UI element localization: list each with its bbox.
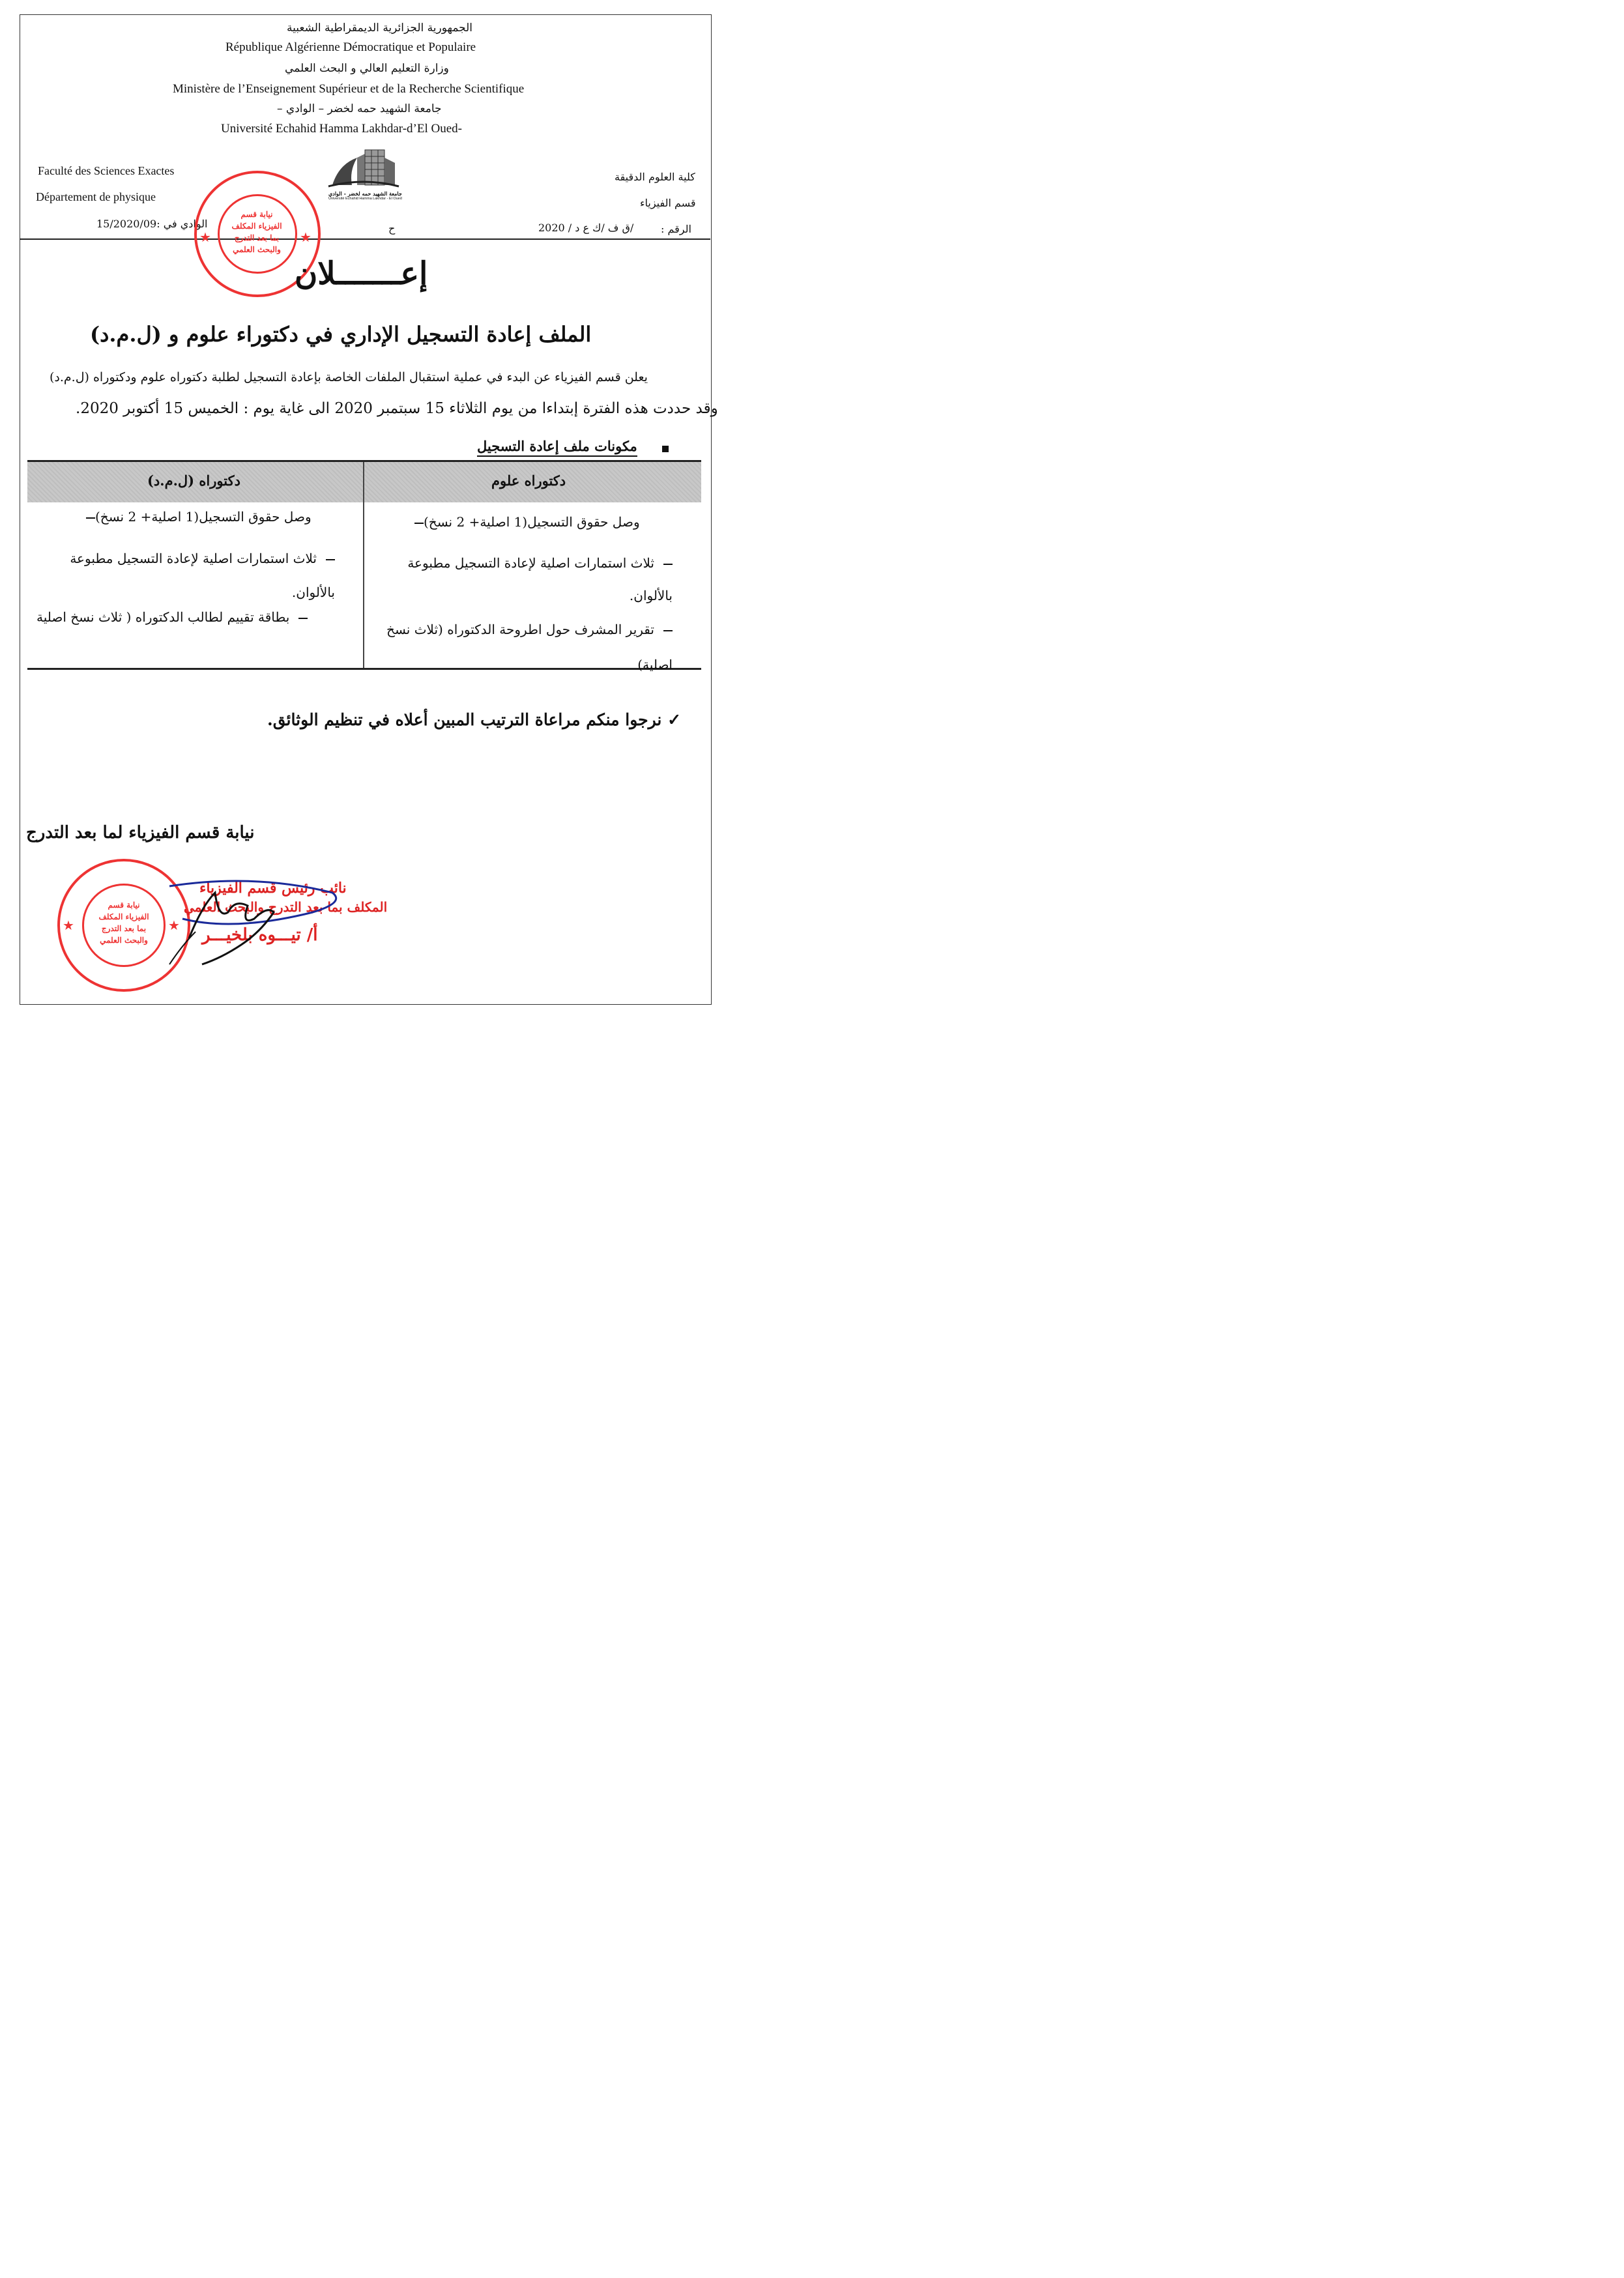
stamp-star-icon: ★ — [199, 229, 211, 245]
left-item-3-text: بطاقة تقييم لطالب الدكتوراه ( ثلاث نسخ اصلية — [36, 609, 290, 625]
signer-title-2: المكلف بما بعد التدرج والبحث العلمي — [184, 899, 388, 915]
stamp-center-4: والبحث العلمي — [100, 936, 148, 945]
left-item-2 — [40, 541, 335, 609]
header-divider — [20, 238, 710, 240]
reference-h: ح — [388, 222, 396, 235]
stamp-center-3: بما بعد التدرج — [101, 924, 147, 933]
department-fr: Département de physique — [36, 190, 156, 203]
announcement-para-1: يعلن قسم الفيزياء عن البدء في عملية استقبال الملفات الخاصة بإعادة التسجيل لطلبة دكتوراه علوم ودكتوراه (ل.م.د) — [50, 370, 648, 384]
left-item-1-text: وصل حقوق التسجيل(1 اصلية+ 2 نسخ) — [95, 509, 312, 525]
dash-icon — [326, 559, 335, 560]
components-heading: مكونات ملف إعادة التسجيل — [477, 438, 637, 457]
dash-icon — [663, 630, 673, 631]
announcement-para-2: وقد حددت هذه الفترة إبتداءا من يوم الثلاثاء 15 سبتمبر 2020 الى غاية يوم : الخميس 15 أكتوبر 2020. — [76, 400, 718, 417]
stamp-center-2: الفيزياء المكلف — [231, 222, 282, 231]
header-fr-republic: République Algérienne Démocratique et Populaire — [225, 40, 476, 54]
handwritten-signature — [143, 867, 358, 977]
faculty-fr: Faculté des Sciences Exactes — [38, 164, 175, 177]
signer-title-1: نائب رئيس قسم الفيزياء — [199, 880, 347, 897]
components-table — [27, 460, 701, 670]
header-fr-university: Université Echahid Hamma Lakhdar-d’El Oued- — [221, 122, 462, 136]
logo-caption-fr: Université Echahid Hamma Lakhdar - El Oued — [328, 197, 402, 201]
date-line: الوادي في :15/2020/09 — [96, 218, 208, 230]
table-column-divider — [363, 462, 364, 668]
reference-label: الرقم : — [661, 223, 691, 235]
header-ar-ministry: وزارة التعليم العالي و البحث العلمي — [285, 62, 449, 75]
right-item-1-text: وصل حقوق التسجيل(1 اصلية+ 2 نسخ) — [424, 514, 640, 530]
right-item-3-text: تقرير المشرف حول اطروحة الدكتوراه (ثلاث نسخ اصلية) — [386, 622, 673, 672]
announcement-title: الملف إعادة التسجيل الإداري في دكتوراء علوم و (ل.م.د) — [90, 322, 592, 347]
header-ar-republic: الجمهورية الجزائرية الديمقراطية الشعبية — [287, 22, 473, 35]
closing-note-text: نرجوا منكم مراعاة الترتيب المبين أعلاه في تنظيم الوثائق. — [267, 710, 662, 729]
office-name: نيابة قسم الفيزياء لما بعد التدرج — [26, 823, 255, 843]
stamp-star-icon: ★ — [300, 229, 312, 245]
faculty-ar: كلية العلوم الدقيقة — [615, 171, 695, 183]
dash-icon — [86, 517, 95, 519]
building-icon — [326, 145, 401, 190]
reference-value: /ق ف /ك ع د / 2020 — [538, 222, 634, 234]
table-header-right: دكتوراه علوم — [491, 472, 566, 489]
stamp-center-2: الفيزياء المكلف — [98, 912, 149, 921]
university-logo — [326, 145, 401, 203]
stamp-center-1: نيابة قسم — [240, 210, 273, 219]
dash-icon — [298, 618, 308, 619]
stamp-center-4: والبحث العلمي — [233, 245, 281, 254]
table-header-row — [27, 462, 701, 502]
left-item-2-text: ثلاث استمارات اصلية لإعادة التسجيل مطبوعة بالألوان. — [70, 551, 335, 600]
announcement-heading: إعـــــــلان — [295, 255, 428, 292]
right-item-3 — [379, 612, 673, 682]
closing-note — [267, 710, 681, 729]
stamp-center-1: نيابة قسم — [108, 901, 140, 910]
table-header-left: دكتوراه (ل.م.د) — [147, 472, 240, 489]
dash-icon — [663, 564, 673, 565]
dash-icon — [414, 523, 424, 524]
stamp-center-3: بما بعد التدرج — [234, 233, 280, 242]
stamp-star-icon: ★ — [63, 917, 74, 933]
bullet-square-icon — [662, 446, 669, 452]
left-item-3 — [36, 608, 308, 627]
logo-caption-ar: جامعة الشهيد حمه لخضر - الوادي — [328, 190, 402, 197]
left-item-1 — [77, 508, 312, 526]
right-item-2-text: ثلاث استمارات اصلية لإعادة التسجيل مطبوعة بالألوان. — [407, 555, 673, 603]
stamp-star-icon: ★ — [168, 917, 180, 933]
department-ar: قسم الفيزياء — [640, 197, 696, 209]
signer-name: أ/ تيـــوه بلخيـــر — [202, 925, 318, 945]
header-fr-ministry: Ministère de l’Enseignement Supérieur et de la Recherche Scientifique — [173, 82, 525, 96]
right-item-1 — [405, 513, 640, 532]
check-icon: ✓ — [667, 710, 682, 729]
right-item-2 — [379, 547, 673, 612]
header-ar-university: جامعة الشهيد حمه لخضر – الوادي – — [277, 102, 442, 115]
